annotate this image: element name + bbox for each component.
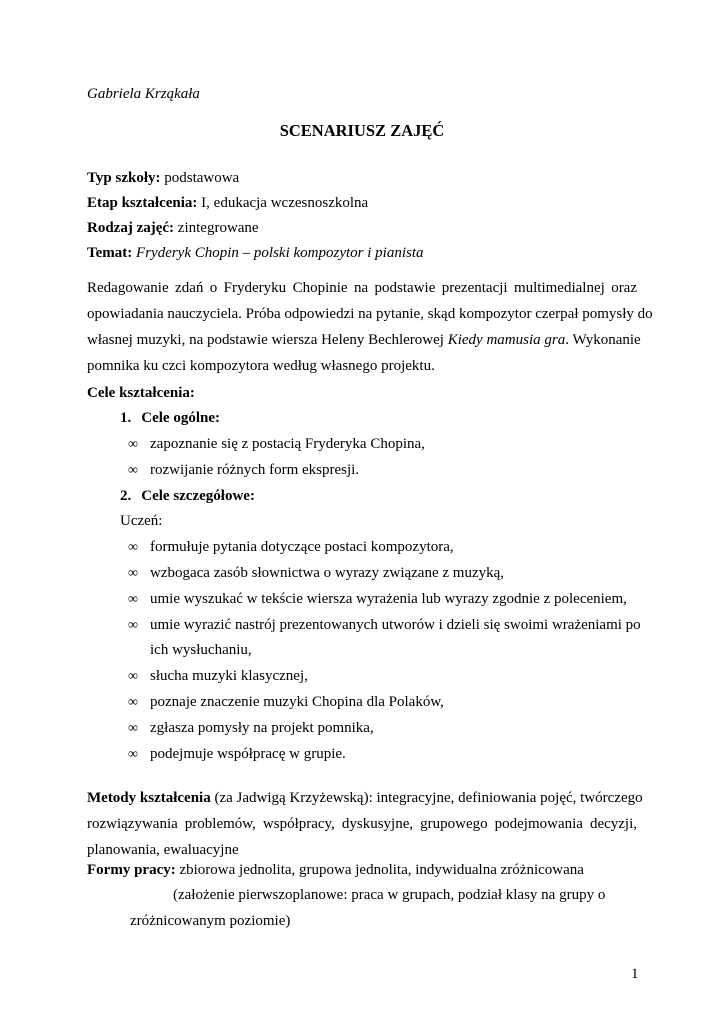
- specific-goal-item-continuation: ich wysłuchaniu,: [150, 642, 252, 658]
- specific-goal-item: poznaje znaczenie muzyki Chopina dla Polaków,: [150, 694, 444, 710]
- intro-text: własnej muzyki, na podstawie wiersza Heleny Bechlerowej: [87, 332, 448, 348]
- methods-line: [87, 785, 643, 811]
- specific-goal-item: umie wyszukać w tekście wiersza wyrażenia lub wyrazy zgodnie z poleceniem,: [150, 591, 627, 607]
- specific-goals-heading: [120, 488, 255, 505]
- specific-goal-item: wzbogaca zasób słownictwa o wyrazy związane z muzyką,: [150, 565, 505, 581]
- work-forms-note: zróżnicowanym poziomie): [130, 913, 291, 929]
- education-stage-line: [87, 195, 368, 212]
- intro-line: opowiadania nauczyciela. Próba odpowiedzi na pytanie, skąd kompozytor czerpał pomysły do: [87, 306, 653, 322]
- goals-heading: Cele kształcenia:: [87, 385, 195, 401]
- school-type-line: [87, 170, 239, 187]
- general-goal-item: zapoznanie się z postacią Fryderyka Chopina,: [150, 436, 425, 452]
- specific-goals-label: Cele szczegółowe:: [141, 488, 255, 504]
- infinity-bullet-icon: ∞: [128, 618, 138, 633]
- education-stage-value: I, edukacja wczesnoszkolna: [197, 195, 369, 211]
- author-name: Gabriela Krząkała: [87, 86, 200, 102]
- intro-line: Redagowanie zdań o Fryderyku Chopinie na podstawie prezentacji multimedialnej oraz: [87, 280, 637, 296]
- specific-goal-item: podejmuje współpracę w grupie.: [150, 746, 346, 762]
- infinity-bullet-icon: ∞: [128, 721, 138, 736]
- work-forms-value: zbiorowa jednolita, grupowa jednolita, indywidualna zróżnicowana: [175, 862, 584, 878]
- school-type-value: podstawowa: [160, 170, 240, 186]
- poem-title: Kiedy mamusia gra: [447, 332, 566, 348]
- class-type-line: [87, 220, 259, 237]
- infinity-bullet-icon: ∞: [128, 540, 138, 555]
- topic-value: Fryderyk Chopin – polski kompozytor i pianista: [132, 245, 424, 261]
- work-forms-label: Formy pracy:: [87, 862, 176, 878]
- infinity-bullet-icon: ∞: [128, 437, 138, 452]
- infinity-bullet-icon: ∞: [128, 695, 138, 710]
- topic-label: Temat:: [87, 245, 133, 261]
- general-goals-heading: [120, 410, 220, 427]
- intro-paragraph: [87, 275, 653, 379]
- school-type-label: Typ szkoły:: [87, 170, 161, 186]
- infinity-bullet-icon: ∞: [128, 566, 138, 581]
- general-goal-item: rozwijanie różnych form ekspresji.: [150, 462, 360, 478]
- education-stage-label: Etap kształcenia:: [87, 195, 198, 211]
- methods-line: rozwiązywania problemów, współpracy, dyskusyjne, grupowego podejmowania decyzji,: [87, 816, 637, 832]
- methods-paragraph: [87, 785, 643, 863]
- topic-line: [87, 245, 424, 262]
- infinity-bullet-icon: ∞: [128, 592, 138, 607]
- infinity-bullet-icon: ∞: [128, 463, 138, 478]
- student-label: Uczeń:: [120, 513, 163, 529]
- page-number: 1: [631, 966, 639, 982]
- intro-line: [87, 327, 641, 353]
- general-goals-label: Cele ogólne:: [141, 410, 220, 426]
- infinity-bullet-icon: ∞: [128, 747, 138, 762]
- list-number: 2.: [120, 488, 132, 504]
- intro-line: pomnika ku czci kompozytora według własnego projektu.: [87, 358, 435, 374]
- specific-goal-item: słucha muzyki klasycznej,: [150, 668, 308, 684]
- infinity-bullet-icon: ∞: [128, 669, 138, 684]
- document-title: SCENARIUSZ ZAJĘĆ: [279, 121, 445, 140]
- work-forms-line: [87, 862, 584, 879]
- work-forms-note: (założenie pierwszoplanowe: praca w grupach, podział klasy na grupy o: [173, 887, 606, 903]
- class-type-value: zintegrowane: [174, 220, 259, 236]
- specific-goal-item: formułuje pytania dotyczące postaci kompozytora,: [150, 539, 454, 555]
- intro-text: . Wykonanie: [565, 332, 641, 348]
- methods-text: (za Jadwigą Krzyżewską): integracyjne, definiowania pojęć, twórczego: [210, 790, 643, 806]
- specific-goal-item: zgłasza pomysły na projekt pomnika,: [150, 720, 374, 736]
- list-number: 1.: [120, 410, 132, 426]
- methods-label: Metody kształcenia: [87, 790, 211, 806]
- specific-goal-item: umie wyrazić nastrój prezentowanych utworów i dzieli się swoimi wrażeniami po: [150, 617, 641, 633]
- class-type-label: Rodzaj zajęć:: [87, 220, 175, 236]
- methods-line: planowania, ewaluacyjne: [87, 842, 239, 858]
